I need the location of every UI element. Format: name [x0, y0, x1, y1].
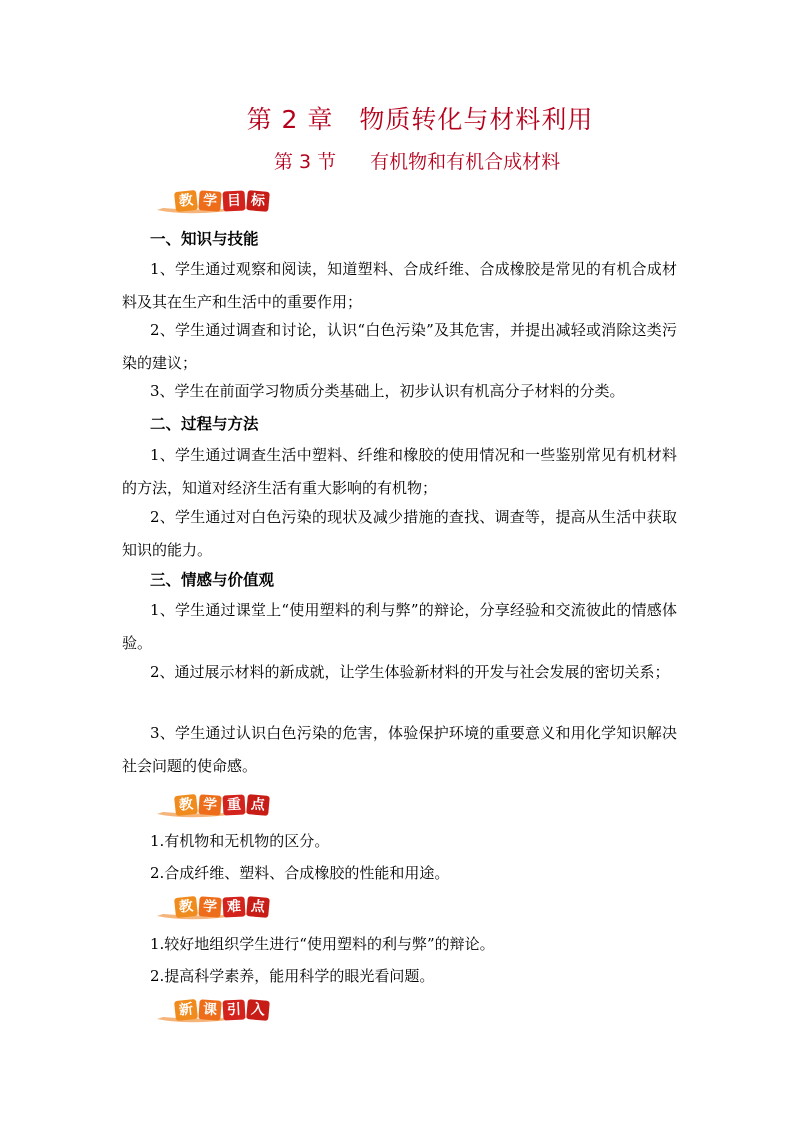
new-lesson-intro-badge: [155, 997, 265, 1025]
badge-char: 点: [246, 896, 270, 918]
paragraph: 2、学生通过调查和讨论，认识“白色污染”及其危害，并提出减轻或消除这类污染的建议；: [122, 321, 677, 372]
difficulty-item: 1.较好地组织学生进行“使用塑料的利与弊”的辩论。: [150, 935, 495, 953]
badge-char: 教: [174, 896, 198, 918]
chapter-title: 第 2 章 物质转化与材料利用: [246, 105, 594, 134]
difficulties-badge: [155, 894, 265, 922]
paragraph: 2、学生通过对白色污染的现状及减少措施的查找、调查等，提高从生活中获取知识的能力。: [122, 508, 677, 559]
key-point-item: 1.有机物和无机物的区分。: [150, 832, 330, 850]
badge-char: 入: [246, 999, 270, 1021]
heading-process-methods: 二、过程与方法: [150, 415, 259, 433]
key-point-item: 2.合成纤维、塑料、合成橡胶的性能和用途。: [150, 864, 450, 882]
difficulty-item: 2.提高科学素养，能用科学的眼光看问题。: [150, 967, 435, 985]
badge-char: 学: [198, 896, 221, 917]
key-points-badge: [155, 792, 265, 820]
badge-char: 引: [222, 999, 245, 1020]
badge-char: 教: [174, 794, 198, 816]
badge-char: 学: [198, 190, 221, 211]
badge-char: 标: [246, 190, 270, 212]
paragraph: 2、通过展示材料的新成就，让学生体验新材料的开发与社会发展的密切关系；: [150, 663, 670, 681]
paragraph: 3、学生在前面学习物质分类基础上，初步认识有机高分子材料的分类。: [150, 382, 625, 400]
heading-knowledge-skills: 一、知识与技能: [150, 230, 259, 248]
teaching-goals-badge: [155, 188, 265, 216]
section-number: 第 3 节: [273, 151, 337, 173]
badge-char: 课: [198, 999, 221, 1020]
badge-char: 学: [198, 794, 221, 815]
paragraph: 1、学生通过调查生活中塑料、纤维和橡胶的使用情况和一些鉴别常见有机材料的方法，知道对经济生活有重大影响的有机物；: [122, 446, 677, 497]
section-title: [0, 147, 794, 174]
paragraph: 1、学生通过观察和阅读，知道塑料、合成纤维、合成橡胶是常见的有机合成材料及其在生产和生活中的重要作用；: [122, 260, 677, 311]
section-name: 有机物和有机合成材料: [370, 151, 561, 173]
badge-char: 难: [222, 896, 245, 917]
badge-char: 目: [222, 190, 245, 211]
paragraph: 1、学生通过课堂上“使用塑料的利与弊”的辩论，分享经验和交流彼此的情感体验。: [122, 601, 677, 652]
badge-char: 点: [246, 794, 270, 816]
badge-char: 重: [222, 794, 245, 815]
badge-char: 新: [174, 999, 198, 1021]
badge-char: 教: [174, 190, 198, 212]
heading-emotions-values: 三、情感与价值观: [150, 571, 275, 589]
paragraph: 3、学生通过认识白色污染的危害，体验保护环境的重要意义和用化学知识解决社会问题的使命感。: [122, 724, 677, 775]
